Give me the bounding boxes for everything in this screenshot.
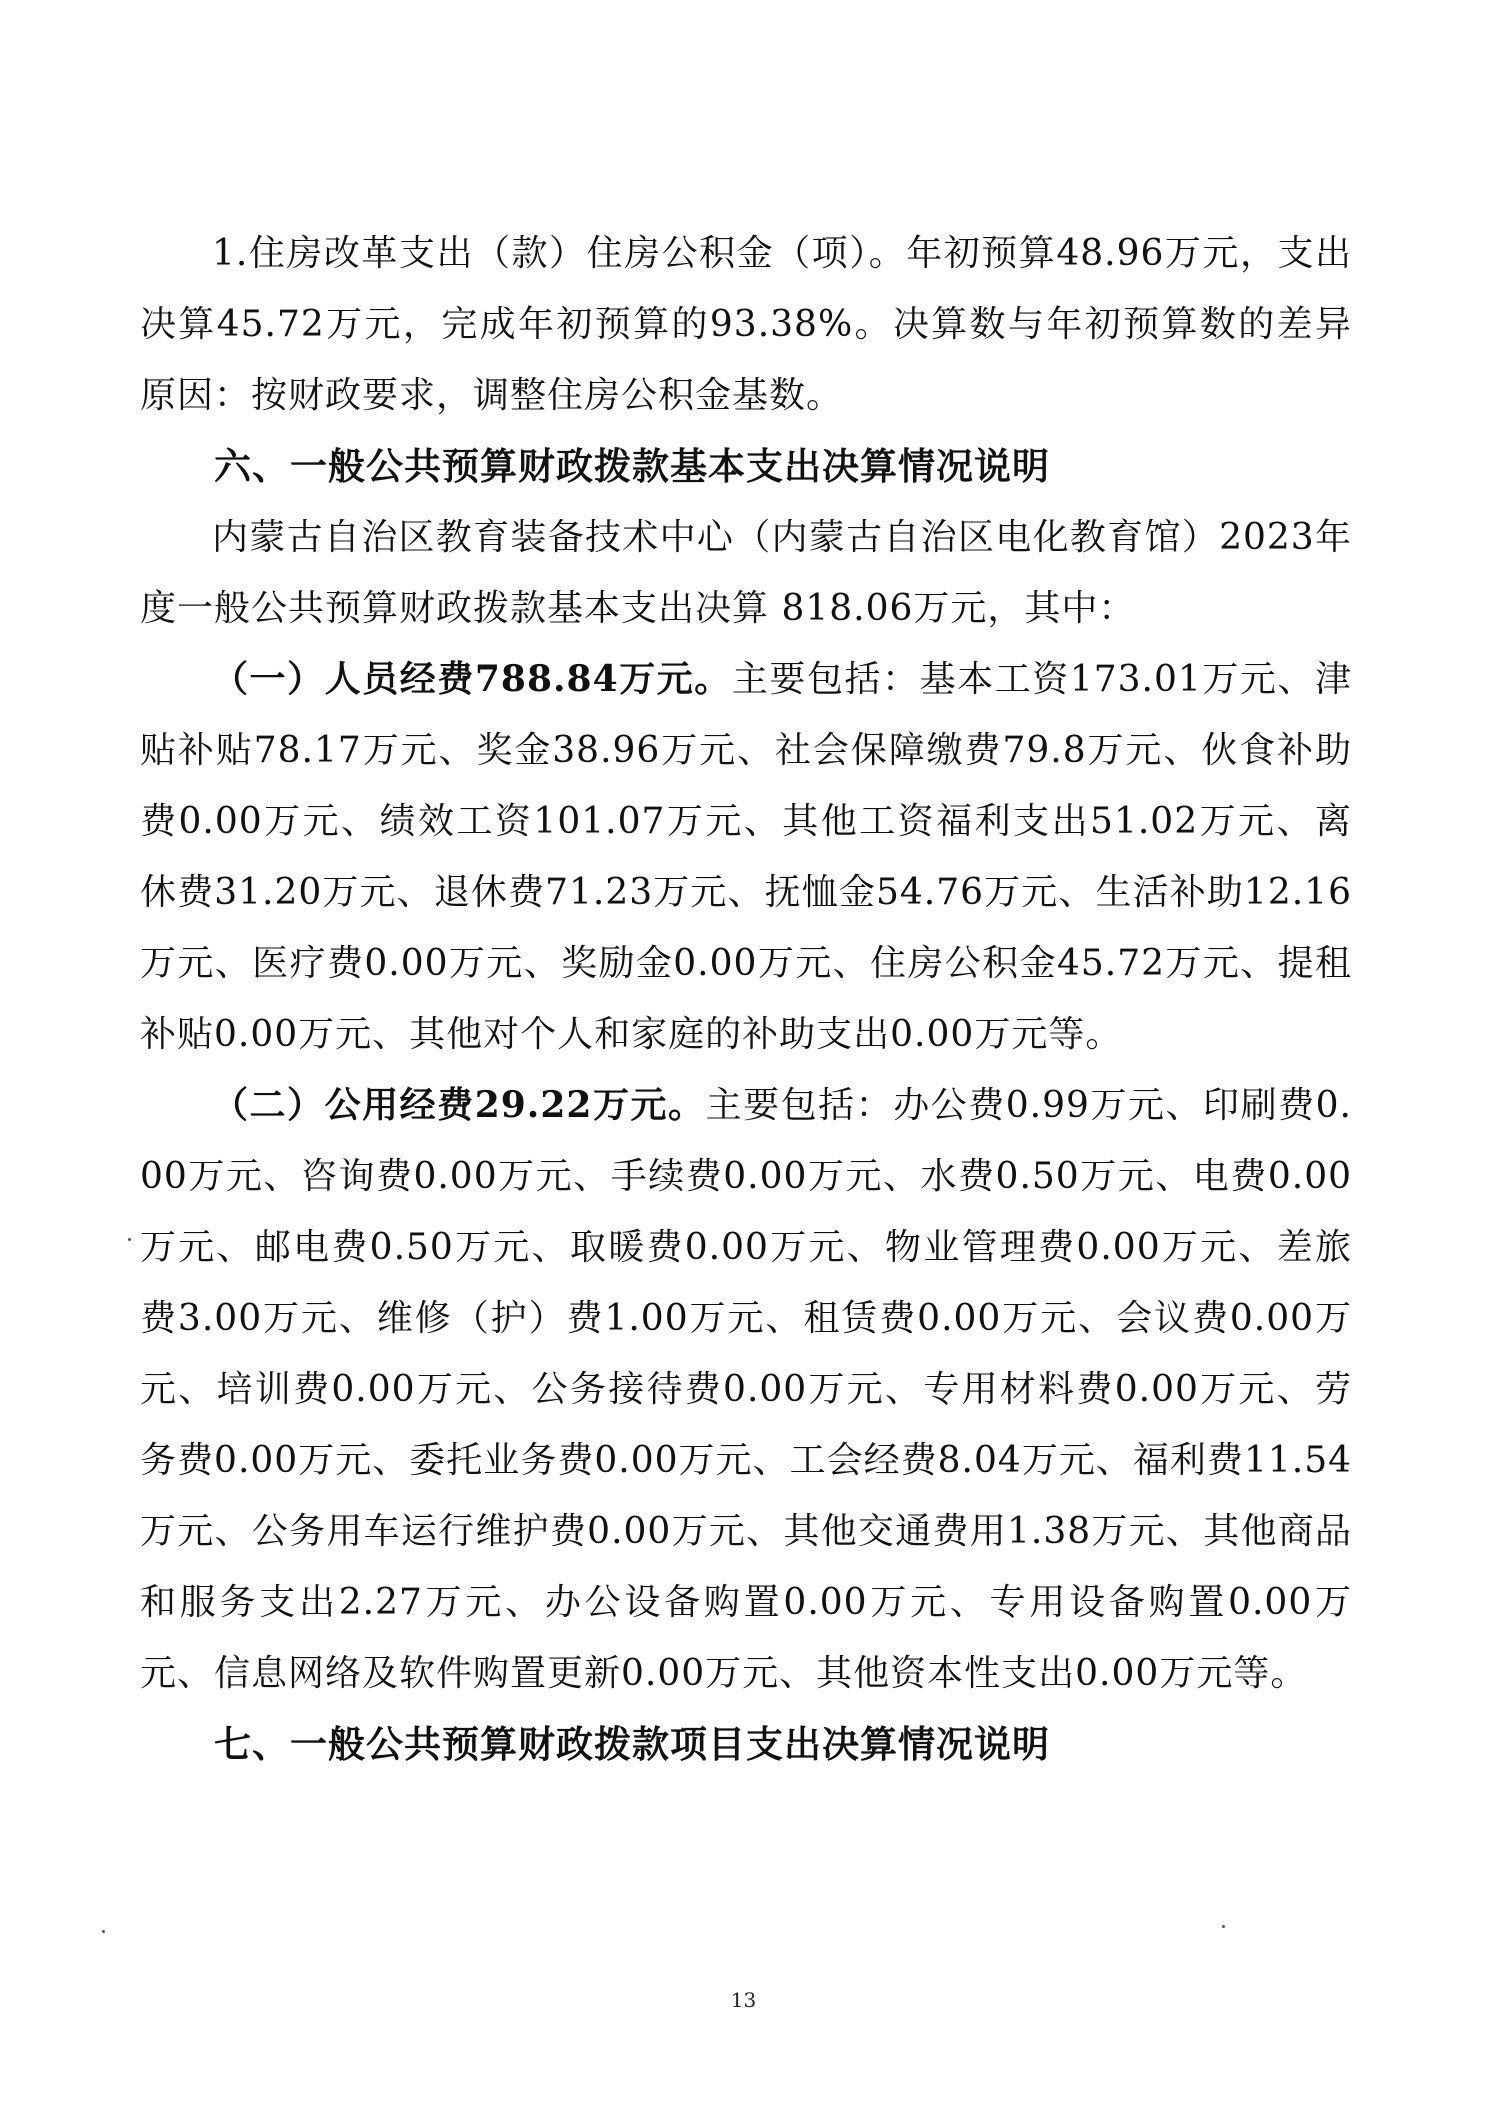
paragraph-public-expenses xyxy=(140,1070,1352,1709)
section-heading-basic-expenditure: 六、一般公共预算财政拨款基本支出决算情况说明 xyxy=(214,445,1050,488)
paragraph-housing-fund: 1.住房改革支出（款）住房公积金（项）。年初预算48.96万元，支出决算45.72万元，完成年初预算的93.38%。决算数与年初预算数的差异原因：按财政要求，调整住房公积金基数。 xyxy=(140,233,1352,416)
page-number: 13 xyxy=(730,1988,757,2012)
public-expenses-detail: 主要包括：办公费0.99万元、印刷费0.00万元、咨询费0.00万元、手续费0.00万元、水费0.50万元、电费0.00万元、邮电费0.50万元、取暖费0.00万元、物业管理费0.00万元、差旅费3.00万元、维修（护）费1.00万元、租赁费0.00万元、会议费0.00万元、培训费0.00万元、公务接待费0.00万元、专用材料费0.00万元、劳务费0.00万元、委托业务费0.00万元、工会经费8.04万元、福利费11.54万元、公务用车运行维护费0.00万元、其他交通费用1.38万元、其他商品和服务支出2.27万元、办公设备购置0.00万元、专用设备购置0.00万元、信息网络及软件购置更新0.00万元、其他资本性支出0.00万元等。 xyxy=(140,1085,1352,1694)
scan-speck xyxy=(128,1238,131,1241)
personnel-expenses-detail: 主要包括：基本工资173.01万元、津贴补贴78.17万元、奖金38.96万元、社会保障缴费79.8万元、伙食补助费0.00万元、绩效工资101.07万元、其他工资福利支出51.02万元、离休费31.20万元、退休费71.23万元、抚恤金54.76万元、生活补助12.16万元、医疗费0.00万元、奖励金0.00万元、住房公积金45.72万元、提租补贴0.00万元、其他对个人和家庭的补助支出0.00万元等。 xyxy=(140,659,1353,1055)
personnel-expenses-lead: （一）人员经费788.84万元。 xyxy=(212,658,732,700)
document-body xyxy=(140,218,1352,1780)
scan-speck xyxy=(102,1930,105,1933)
paragraph-basic-expenditure-total: 内蒙古自治区教育装备技术中心（内蒙古自治区电化教育馆）2023年度一般公共预算财政拨款基本支出决算 818.06万元，其中： xyxy=(140,517,1352,629)
paragraph-personnel-expenses xyxy=(140,644,1352,1070)
section-heading-project-expenditure: 七、一般公共预算财政拨款项目支出决算情况说明 xyxy=(214,1723,1050,1766)
public-expenses-lead: （二）公用经费29.22万元。 xyxy=(212,1084,706,1126)
scan-speck xyxy=(1222,1925,1225,1928)
